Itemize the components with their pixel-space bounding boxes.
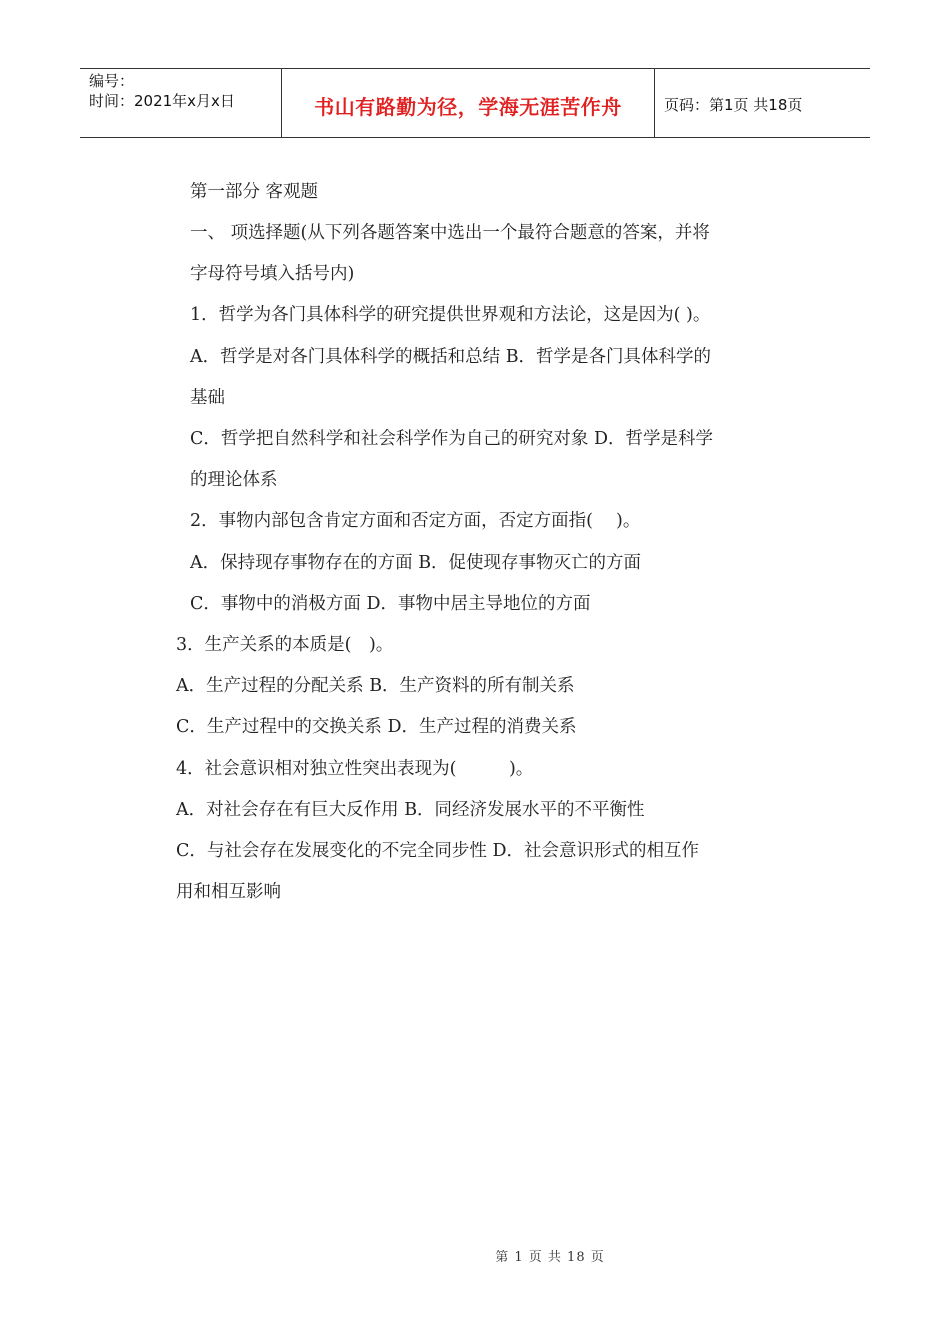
question-1-options: C．哲学把自然科学和社会科学作为自己的研究对象 D．哲学是科学 xyxy=(190,429,713,449)
question-4: 4．社会意识相对独立性突出表现为( )。 xyxy=(176,759,534,779)
page-info: 页码：第1页 共18页 xyxy=(664,95,803,114)
header-meta-cell xyxy=(80,69,282,137)
instruction-line: 一、 项选择题(从下列各题答案中选出一个最符合题意的答案，并将 xyxy=(190,223,710,243)
page-footer xyxy=(0,1246,950,1265)
document-header xyxy=(80,68,870,138)
header-motto-cell xyxy=(282,69,655,137)
header-page-cell xyxy=(655,69,870,137)
question-2: 2．事物内部包含肯定方面和否定方面，否定方面指( )。 xyxy=(190,511,641,531)
question-4-options: C．与社会存在发展变化的不完全同步性 D．社会意识形式的相互作 xyxy=(176,841,699,861)
section-title: 第一部分 客观题 xyxy=(190,182,319,202)
question-1-options: 的理论体系 xyxy=(190,470,278,490)
question-3-options: A．生产过程的分配关系 B．生产资料的所有制关系 xyxy=(176,676,575,696)
question-1-options: 基础 xyxy=(190,388,225,408)
question-4-options: 用和相互影响 xyxy=(176,882,281,902)
question-2-options: C．事物中的消极方面 D．事物中居主导地位的方面 xyxy=(190,594,591,614)
code-label: 编号： xyxy=(89,72,135,90)
question-2-options: A．保持现存事物存在的方面 B．促使现存事物灭亡的方面 xyxy=(190,553,642,573)
question-1: 1．哲学为各门具体科学的研究提供世界观和方法论，这是因为( )。 xyxy=(190,305,711,325)
motto-text: 书山有路勤为径，学海无涯苦作舟 xyxy=(314,94,622,119)
instruction-line: 字母符号填入括号内) xyxy=(190,264,355,284)
time-label: 时间：2021年x月x日 xyxy=(89,92,235,110)
question-1-options: A．哲学是对各门具体科学的概括和总结 B．哲学是各门具体科学的 xyxy=(190,347,712,367)
question-3-options: C．生产过程中的交换关系 D．生产过程的消费关系 xyxy=(176,717,577,737)
question-4-options: A．对社会存在有巨大反作用 B．同经济发展水平的不平衡性 xyxy=(176,800,645,820)
question-3: 3．生产关系的本质是( )。 xyxy=(176,635,394,655)
footer-page-number: 第 1 页 共 18 页 xyxy=(495,1250,605,1265)
